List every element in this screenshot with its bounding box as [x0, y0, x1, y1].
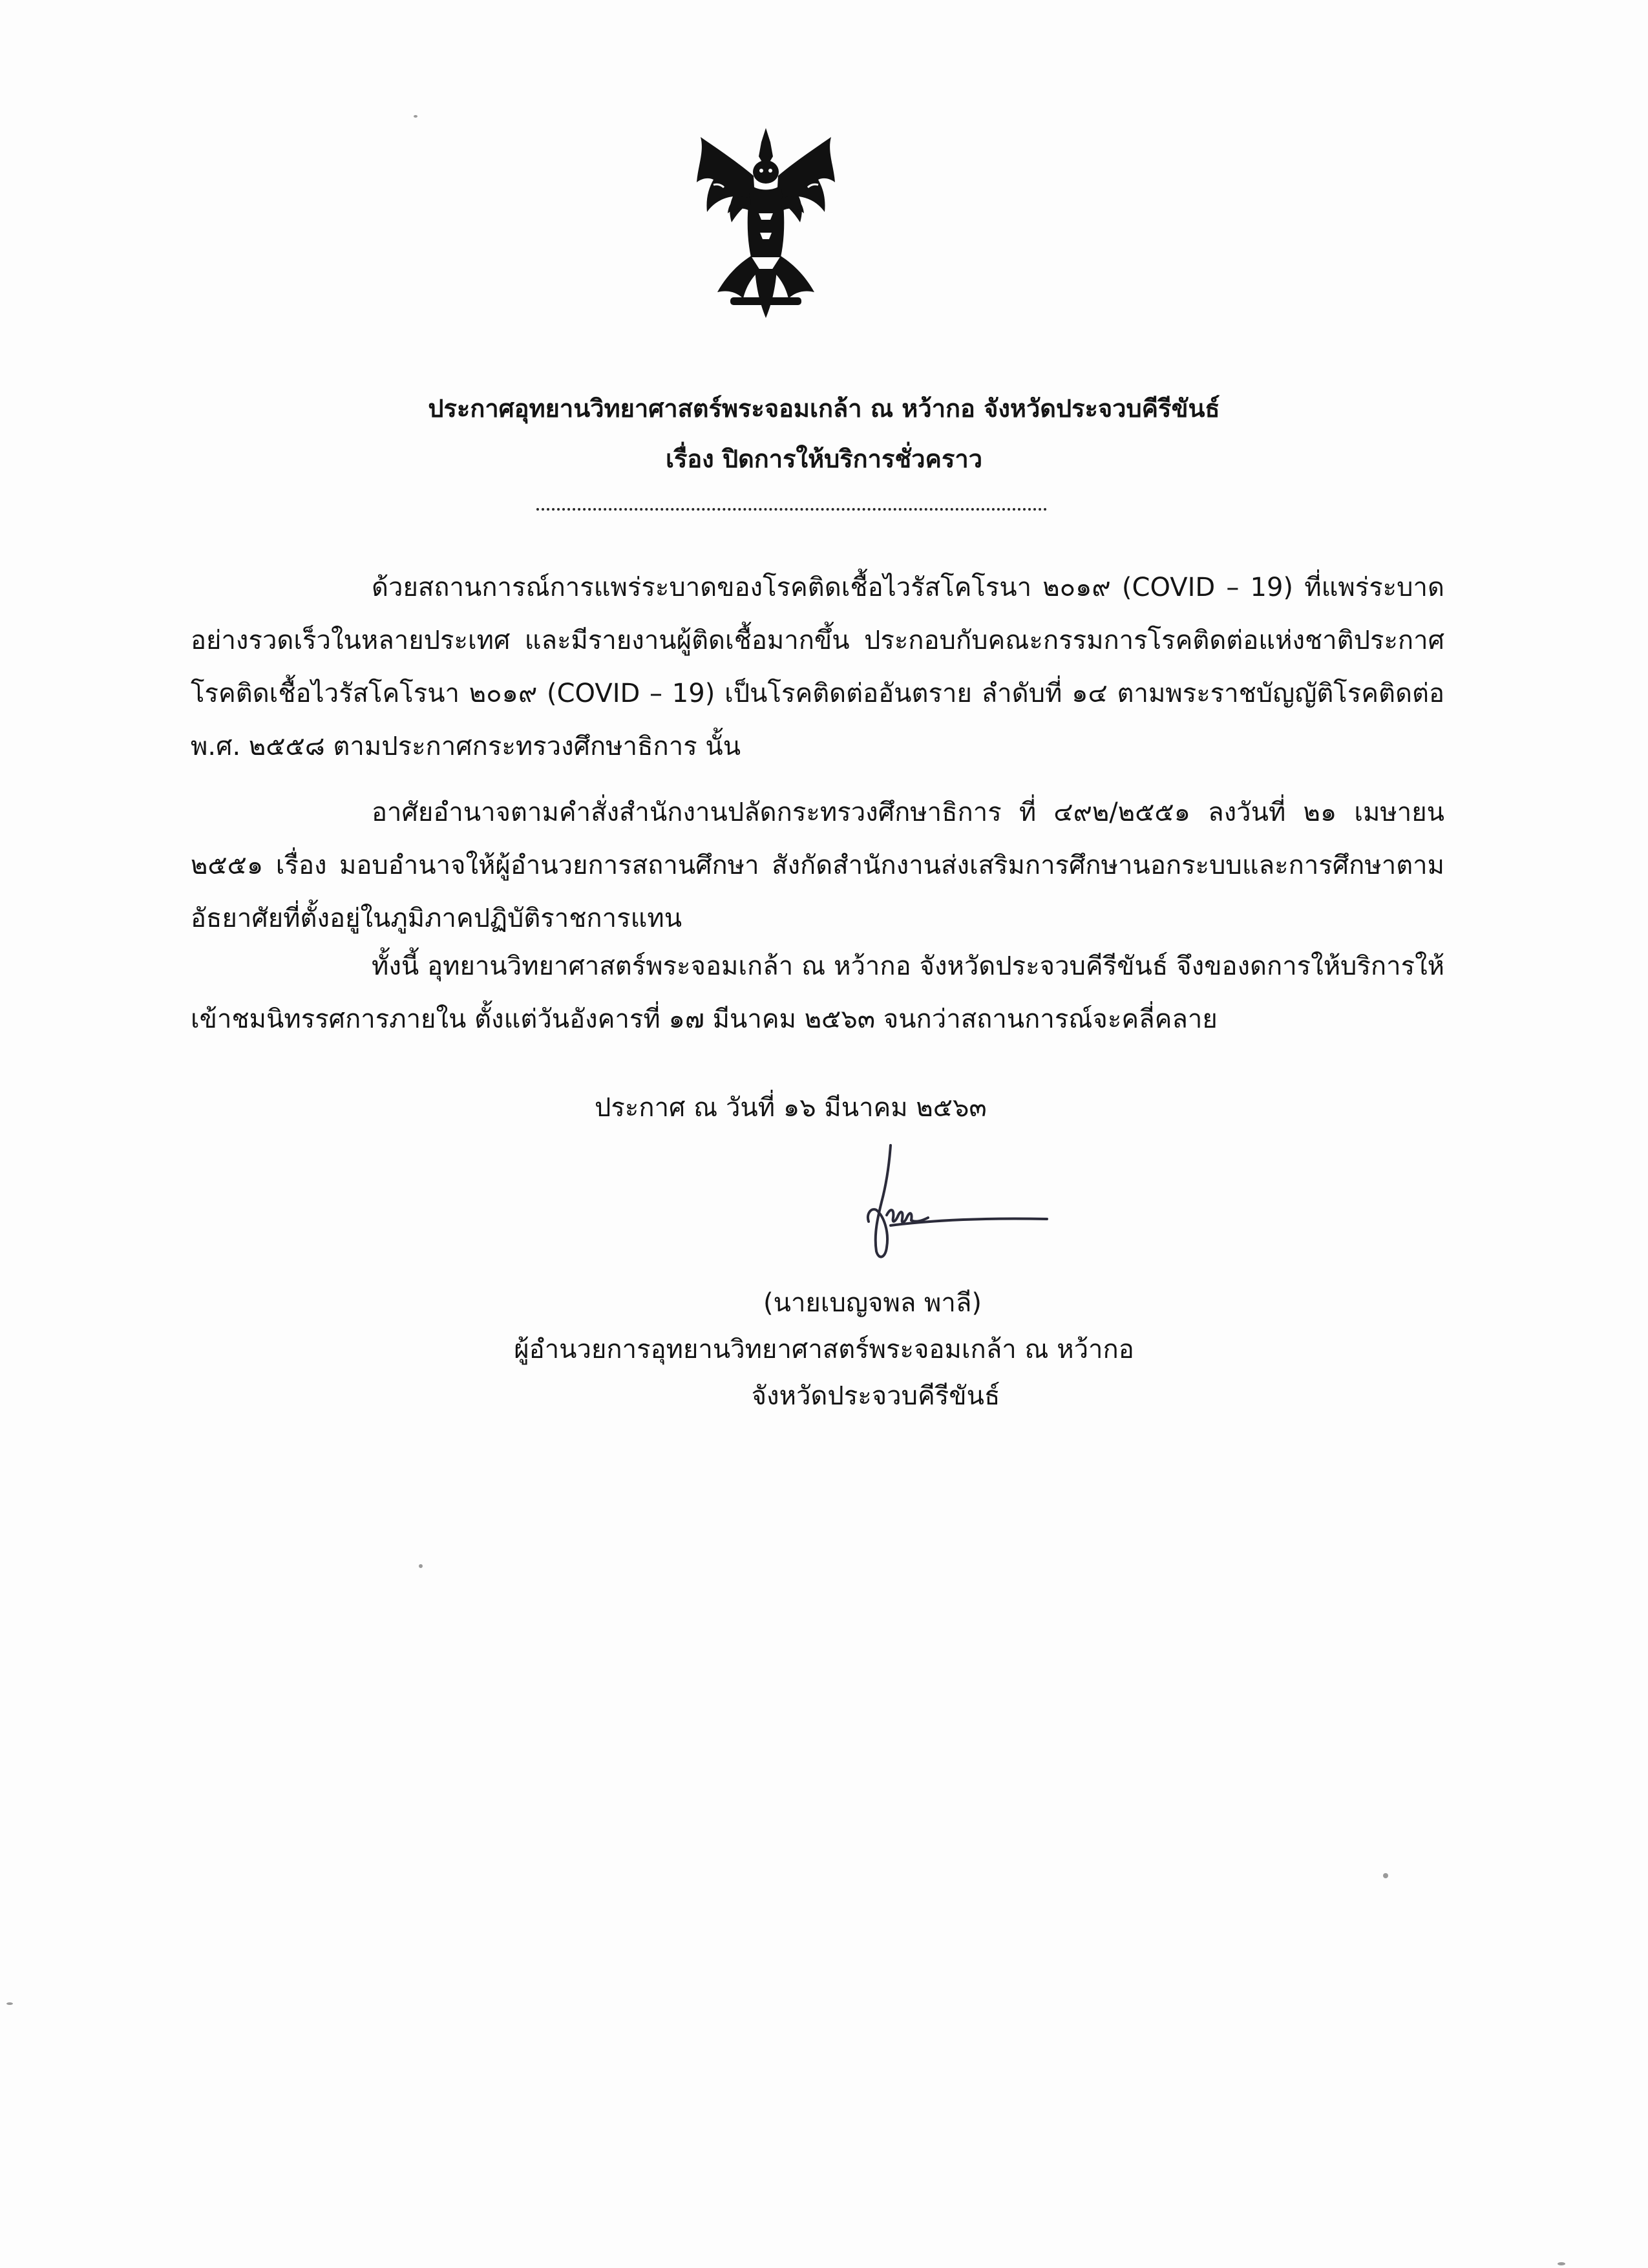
scan-speck [419, 1564, 423, 1568]
handwritten-signature-icon [814, 1138, 1060, 1273]
body-paragraph-2 [191, 786, 1444, 945]
scan-speck [6, 2002, 13, 2005]
signer-name: (นายเบญจพล พาลี) [763, 1288, 982, 1318]
signer-province: จังหวัดประจวบคีรีขันธ์ [751, 1381, 1000, 1411]
paragraph-text: ทั้งนี้ อุทยานวิทยาศาสตร์พระจอมเกล้า ณ หว้ากอ จังหวัดประจวบคีรีขันธ์ จึงของดการให้บริการให้เข้าชมนิทรรศการภายใน ตั้งแต่วันอังคารที่ ๑๗ มีนาคม ๒๕๖๓ จนกว่าสถานการณ์จะคลี่คลาย [191, 951, 1444, 1034]
announcement-date: ประกาศ ณ วันที่ ๑๖ มีนาคม ๒๕๖๓ [595, 1093, 987, 1123]
body-paragraph-1 [191, 561, 1444, 773]
garuda-emblem-icon [692, 123, 840, 323]
scan-speck [414, 115, 417, 118]
signer-block [0, 1280, 1648, 1419]
announcement-subject: เรื่อง ปิดการให้บริการชั่วคราว [665, 445, 983, 473]
announcement-title: ประกาศอุทยานวิทยาศาสตร์พระจอมเกล้า ณ หว้ากอ จังหวัดประจวบคีรีขันธ์ [428, 394, 1220, 423]
signer-position: ผู้อำนวยการอุทยานวิทยาศาสตร์พระจอมเกล้า ณ หว้ากอ [514, 1335, 1134, 1364]
paragraph-text: อาศัยอำนาจตามคำสั่งสำนักงานปลัดกระทรวงศึกษาธิการ ที่ ๔๙๒/๒๕๕๑ ลงวันที่ ๒๑ เมษายน ๒๕๕๑ เรื่อง มอบอำนาจให้ผู้อำนวยการสถานศึกษา สังกัดสำนักงานส่งเสริมการศึกษานอกระบบและการศึกษาตามอัธยาศัยที่ตั้งอยู่ในภูมิภาคปฏิบัติราชการแทน [191, 798, 1444, 933]
dotted-divider [536, 508, 1047, 511]
scan-speck [1383, 1873, 1388, 1878]
scan-speck [1558, 2262, 1565, 2265]
body-paragraph-3 [191, 940, 1444, 1046]
paragraph-text: ด้วยสถานการณ์การแพร่ระบาดของโรคติดเชื้อไวรัสโคโรนา ๒๐๑๙ (COVID – 19) ที่แพร่ระบาดอย่างรวดเร็วในหลายประเทศ และมีรายงานผู้ติดเชื้อมากขึ้น ประกอบกับคณะกรรมการโรคติดต่อแห่งชาติประกาศโรคติดเชื้อไวรัสโคโรนา ๒๐๑๙ (COVID – 19) เป็นโรคติดต่ออันตราย ลำดับที่ ๑๔ ตามพระราชบัญญัติโรคติดต่อ พ.ศ. ๒๕๕๘ ตามประกาศกระทรวงศึกษาธิการ นั้น [191, 573, 1444, 761]
